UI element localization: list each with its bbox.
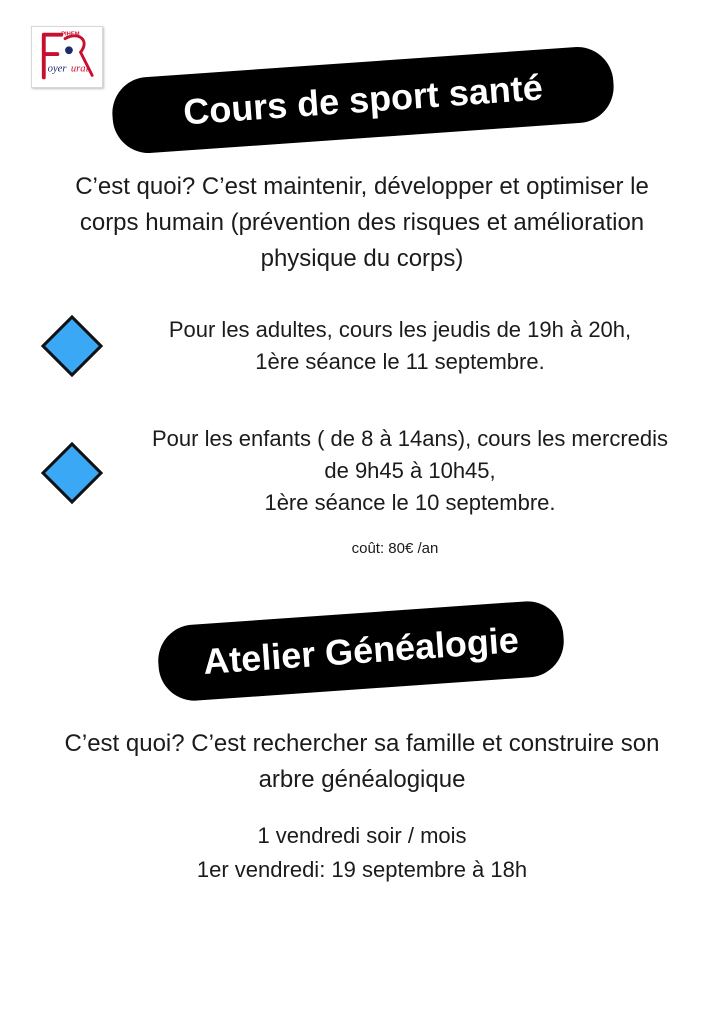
foyer-rural-logo — [31, 26, 103, 88]
sport-description-line: physique du corps) — [260, 245, 464, 272]
adult-course-line: Pour les adultes, cours les jeudis de 19h à 20h, — [168, 317, 632, 342]
svg-text:oyer: oyer — [47, 63, 67, 75]
children-course-line: 1ère séance le 10 septembre. — [264, 490, 556, 515]
section-title-sport-text: Cours de sport santé — [181, 66, 544, 133]
foyer-rural-logo-graphic — [32, 27, 102, 87]
adult-course-line: 1ère séance le 11 septembre. — [255, 349, 545, 374]
sport-description-line: corps humain (prévention des risques et amélioration — [79, 209, 645, 236]
children-course-info — [100, 423, 720, 519]
genealogy-schedule — [0, 819, 724, 887]
diamond-bullet-icon — [41, 442, 103, 504]
children-course-line: de 9h45 à 10h45, — [324, 458, 496, 483]
section-title-genealogy — [156, 599, 566, 703]
diamond-bullet-icon — [41, 315, 103, 377]
sport-cost: coût: 80€ /an — [351, 540, 439, 557]
genealogy-schedule-line: 1 vendredi soir / mois — [257, 823, 467, 848]
genealogy-description-line: arbre généalogique — [258, 766, 466, 793]
svg-text:PIHEM: PIHEM — [61, 31, 80, 38]
svg-text:ural: ural — [70, 63, 89, 75]
genealogy-schedule-line: 1er vendredi: 19 septembre à 18h — [196, 857, 528, 882]
sport-description-line: C’est quoi? C’est maintenir, développer et optimiser le — [75, 173, 649, 200]
section-title-genealogy-text: Atelier Généalogie — [201, 619, 521, 682]
sport-description — [0, 169, 724, 277]
genealogy-description-line: C’est quoi? C’est rechercher sa famille et construire son — [64, 730, 660, 757]
section-title-sport — [110, 45, 616, 156]
genealogy-description — [0, 726, 724, 798]
adult-course-info — [120, 314, 680, 378]
children-course-line: Pour les enfants ( de 8 à 14ans), cours les mercredis — [151, 426, 669, 451]
